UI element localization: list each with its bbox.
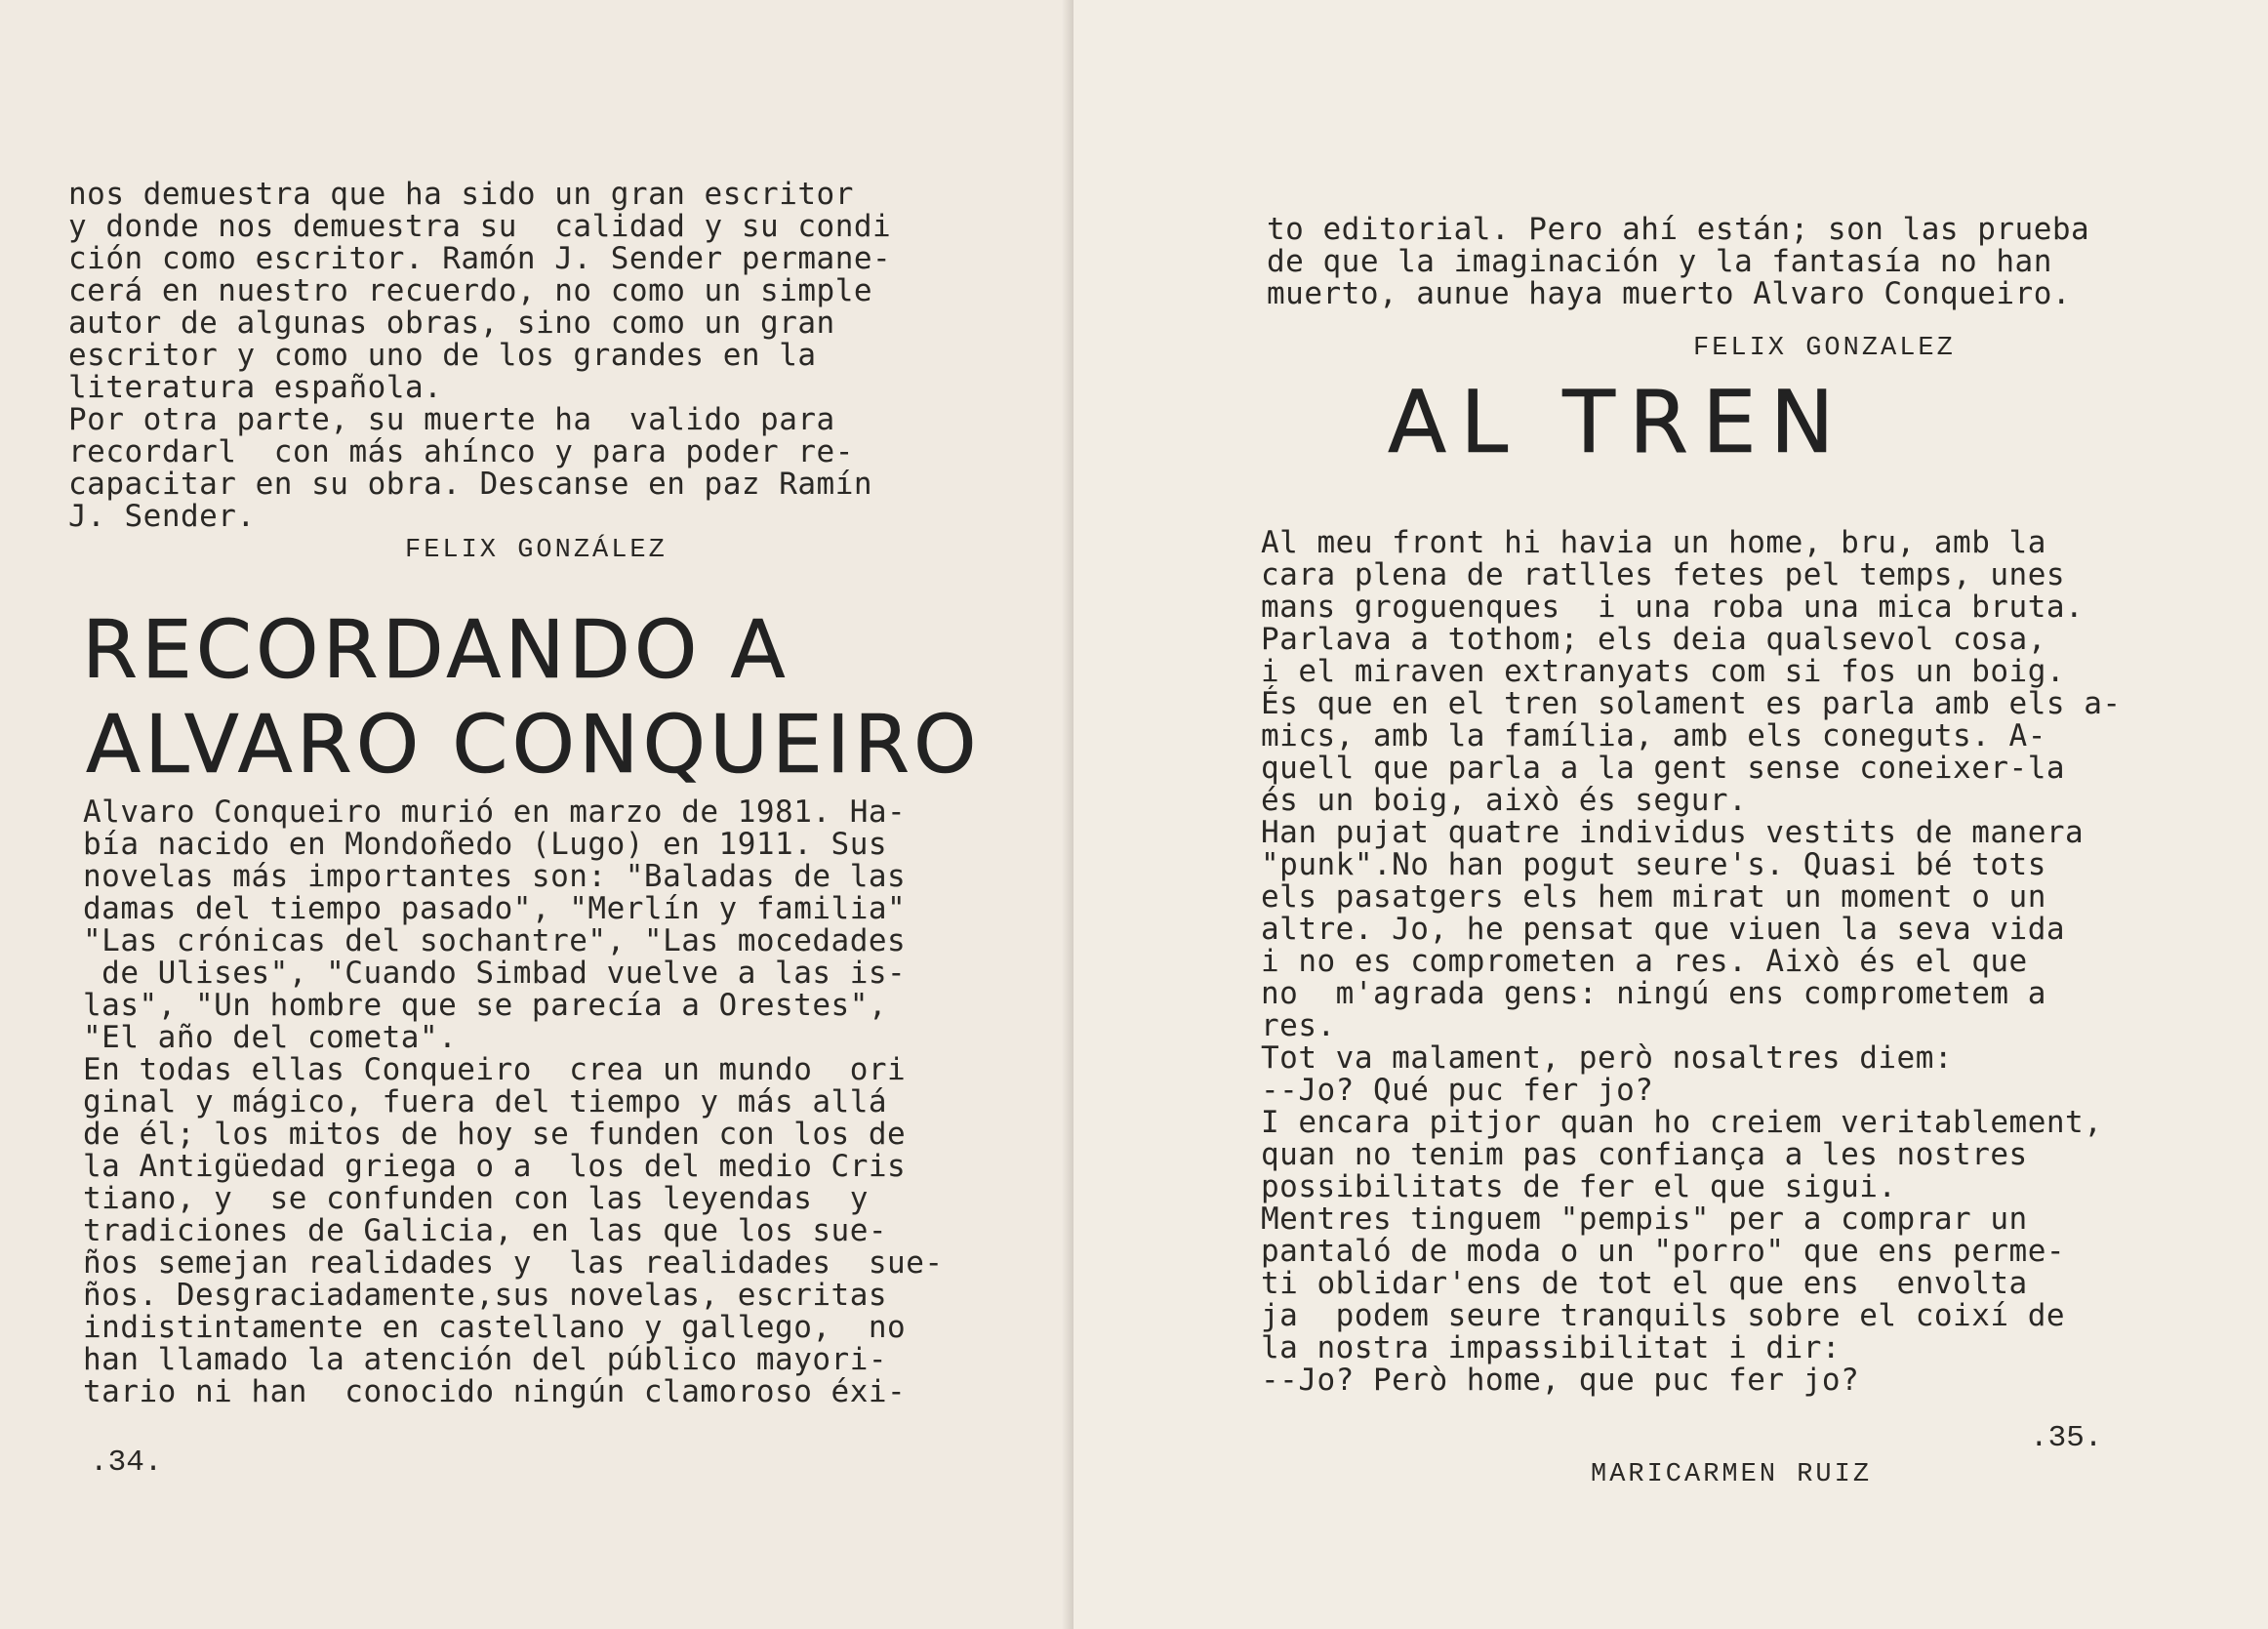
left-heading-line2: ALVARO CONQUEIRO: [86, 699, 981, 792]
left-page-number: .34.: [90, 1446, 163, 1480]
right-continuation-text: to editorial. Pero ahí están; son las prueba de que la imaginación y la fantasía no han muerto, aunue haya muerto Alvaro Conqueiro.: [1267, 212, 2090, 311]
right-author: MARICARMEN RUIZ: [1591, 1460, 1873, 1489]
left-article-text: Alvaro Conqueiro murió en marzo de 1981. Ha- bía nacido en Mondoñedo (Lugo) en 1911. Sus novelas más importantes son: "Baladas de las damas del tiempo pasado", "Merlín y familia" "Las crónicas del sochantre", "Las mocedades de Ulises", "Cuando Simbad vuelve a las is- las", "Un hombre que se parecía a Orestes", "El año del cometa". En todas ellas Conqueiro crea un mundo ori ginal y mágico, fuera del tiempo y más allá de él; los mitos de hoy se funden con los de la Antigüedad griega o a los del medio Cris tiano, y se confunden con las leyendas y tradiciones de Galicia, en las que los sue- ños semejan realidades y las realidades sue- ños. Desgraciadamente,sus novelas, escritas indistintamente en castellano y gallego, no han llamado la atención del público mayori- tario ni han conocido ningún clamoroso éxi-: [83, 794, 944, 1409]
right-article-text: Al meu front hi havia un home, bru, amb la cara plena de ratlles fetes pel temps, unes mans groguenques i una roba una mica bruta. Parlava a tothom; els deia qualsevol cosa, i el miraven extranyats com si fos un boig. És que en el tren solament es parla amb els a- mics, amb la família, amb els coneguts. A- quell que parla a la gent sense coneixer-la és un boig, això és segur. Han pujat quatre individus vestits de manera "punk".No han pogut seure's. Quasi bé tots els pasatgers els hem mirat un moment o un altre. Jo, he pensat que viuen la seva vida i no es comprometen a res. Això és el que no m'agrada gens: ningú ens comprometem a res. Tot va malament, però nosaltres diem: --Jo? Qué puc fer jo? I encara pitjor quan ho creiem veritablement, quan no tenim pas confiança a les nostres possibilitats de fer el que sigui. Mentres tinguem "pempis" per a comprar un pantaló de moda o un "porro" que ens perme- ti oblidar'ens de tot el que ens envolta ja podem seure tranquils sobre el coixí de la nostra impassibilitat i dir: --Jo? Però home, que puc fer jo?: [1261, 525, 2122, 1398]
left-heading-line1: RECORDANDO A: [82, 604, 790, 697]
right-heading: AL TREN: [1388, 372, 1848, 472]
left-continuation-text: nos demuestra que ha sido un gran escritor y donde nos demuestra su calidad y su condi ción como escritor. Ramón J. Sender permane- cerá en nuestro recuerdo, no como un simple autor de algunas obras, sino como un gran escritor y como uno de los grandes en la literatura española. Por otra parte, su muerte ha valido para recordarl con más ahínco y para poder re- capacitar en su obra. Descanse en paz Ramín J. Sender.: [68, 177, 892, 534]
right-signature: FELIX GONZALEZ: [1693, 334, 1956, 363]
left-page: [0, 0, 1073, 1629]
right-page: [1073, 0, 2268, 1629]
left-signature: FELIX GONZÁLEZ: [405, 536, 668, 565]
right-page-number: .35.: [2030, 1421, 2103, 1455]
